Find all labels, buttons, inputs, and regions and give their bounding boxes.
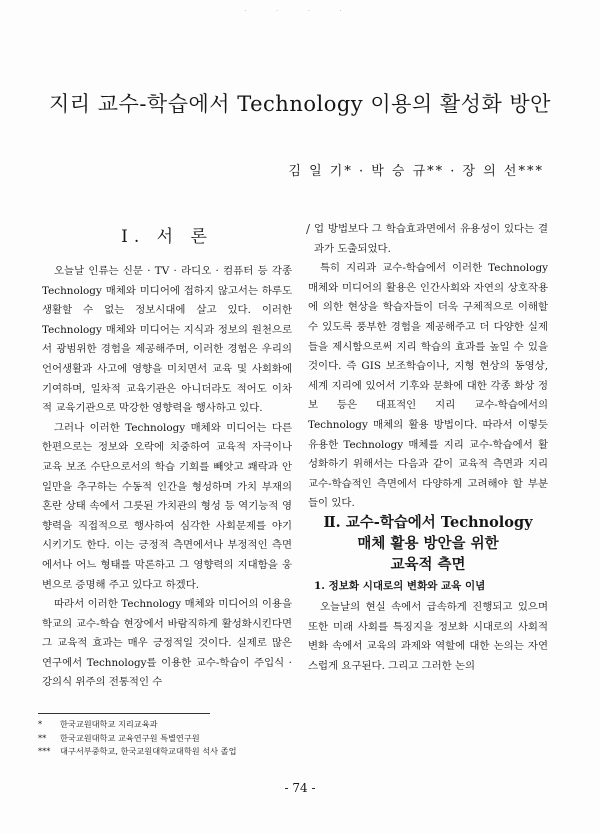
subsection-heading: 1. 정보화 시대로의 변화와 교육 이념 (314, 580, 486, 592)
section2-heading-line: Ⅱ. 교수-학습에서 Technology (323, 514, 533, 531)
left-column (42, 262, 292, 693)
footnote-divider (38, 713, 210, 714)
section1-heading: Ⅰ. 서 론 (121, 227, 213, 247)
footnote-mark: * (38, 719, 43, 729)
continued-paragraph: 업 방법보다 그 학습효과면에서 유용성이 있다는 결과가 도출되었다. (314, 223, 548, 255)
subsection-paragraph: 오늘날의 현실 속에서 급속하게 진행되고 있으며 또한 미래 사회를 특징지을 정보화 시대로의 사회적 변화 속에서 교육의 과제와 역할에 대한 논의는 자연스럽게 요구된다. 그리고 그러한 논의 (308, 601, 548, 672)
right-column-lower (308, 598, 548, 676)
paper-title: 지리 교수-학습에서 Technology 이용의 활성화 방안 (49, 92, 551, 116)
footnote (38, 732, 237, 746)
section2-heading (308, 512, 548, 575)
section1-paragraph: 그러나 이러한 Technology 매체와 미디어는 다른 한편으로는 정보와 오락에 치중하여 교육적 자극이나 교육 보조 수단으로서의 학습 기회를 빼앗고 쾌락과 안일만을 추구하는 수동적 인간을 형성하며 가치 부재의 혼란 상태 속에서 그릇된 가치관의 형성 등 역기능적 영향력을 직접적으로 행사하여 심각한 사회문제를 야기 시키기도 한다. 이는 긍정적 측면에서나 부정적인 측면에서나 어느 형태를 막론하고 그 영향력의 지대함을 웅변으로 증명해 주고 있다고 하겠다. (42, 421, 292, 591)
footnote-mark: ** (38, 732, 47, 743)
footnotes (38, 718, 237, 759)
section2-heading-line: 매체 활용 방안을 위한 (357, 535, 499, 552)
section2-heading-line: 교육적 측면 (390, 556, 466, 573)
author-line: 김 일 기* · 박 승 규** · 장 의 선*** (288, 164, 544, 179)
footnote (38, 745, 237, 759)
margin-bracket-mark: / (306, 222, 311, 236)
page-number: - 74 - (284, 781, 316, 795)
section1-paragraph: 오늘날 인류는 신문 · TV · 라디오 · 컴퓨터 등 각종 Technology 매체와 미디어에 접하지 않고서는 하루도 생활할 수 없는 정보시대에 살고 있다. 이러한 Technology 매체와 미디어는 지식과 정보의 원천으로서 광범위한 경험을 제공해주며, 이러한 경험은 우리의 언어생활과 사고에 영향을 미치면서 교육 및 사회화에 기여하며, 일차적 교육기관은 아니더라도 적어도 이차적 교육기관으로 막강한 영향력을 행사하고 있다. (42, 265, 292, 415)
footnote (38, 718, 237, 732)
scan-artifact: · · · · (244, 8, 356, 15)
footnote-text: 한국교원대학교 교육연구원 특별연구원 (60, 732, 200, 743)
right-column (308, 220, 548, 514)
right-paragraph: 특히 지리과 교수-학습에서 이러한 Technology 매체와 미디어의 활용은 인간사회와 자연의 상호작용에 의한 현상을 학습자들이 더욱 구체적으로 이해할 수 있도록 풍부한 경험을 제공해주고 더 다양한 실제들을 제시함으로써 지리 학습의 효과를 높일 수 있을 것이다. 즉 GIS 보조학습이나, 지형 현상의 동영상, 세계 지리에 있어서 기후와 문화에 대한 각종 화상 정보 등은 대표적인 지리 교수-학습에서의 Technology 매체의 활용 방법이다. 따라서 이렇듯 유용한 Technology 매체를 지리 교수-학습에서 활성화하기 위해서는 다음과 같이 교육적 측면과 지리 교수-학습적인 측면에서 다양하게 고려해야 할 부분들이 있다. (308, 262, 548, 510)
section1-paragraph: 따라서 이러한 Technology 매체와 미디어의 이용을 학교의 교수-학습 현장에서 바람직하게 활성화시킨다면 그 교육적 효과는 매우 긍정적일 것이다. 실제로 많은 연구에서 Technology를 이용한 교수-학습이 주입식 · 강의식 위주의 전통적인 수 (42, 598, 292, 689)
footnote-text: 대구서부중학교, 한국교원대학교대학원 석사 졸업 (60, 746, 237, 756)
footnote-text: 한국교원대학교 지리교육과 (60, 719, 158, 729)
footnote-mark: *** (38, 746, 51, 756)
